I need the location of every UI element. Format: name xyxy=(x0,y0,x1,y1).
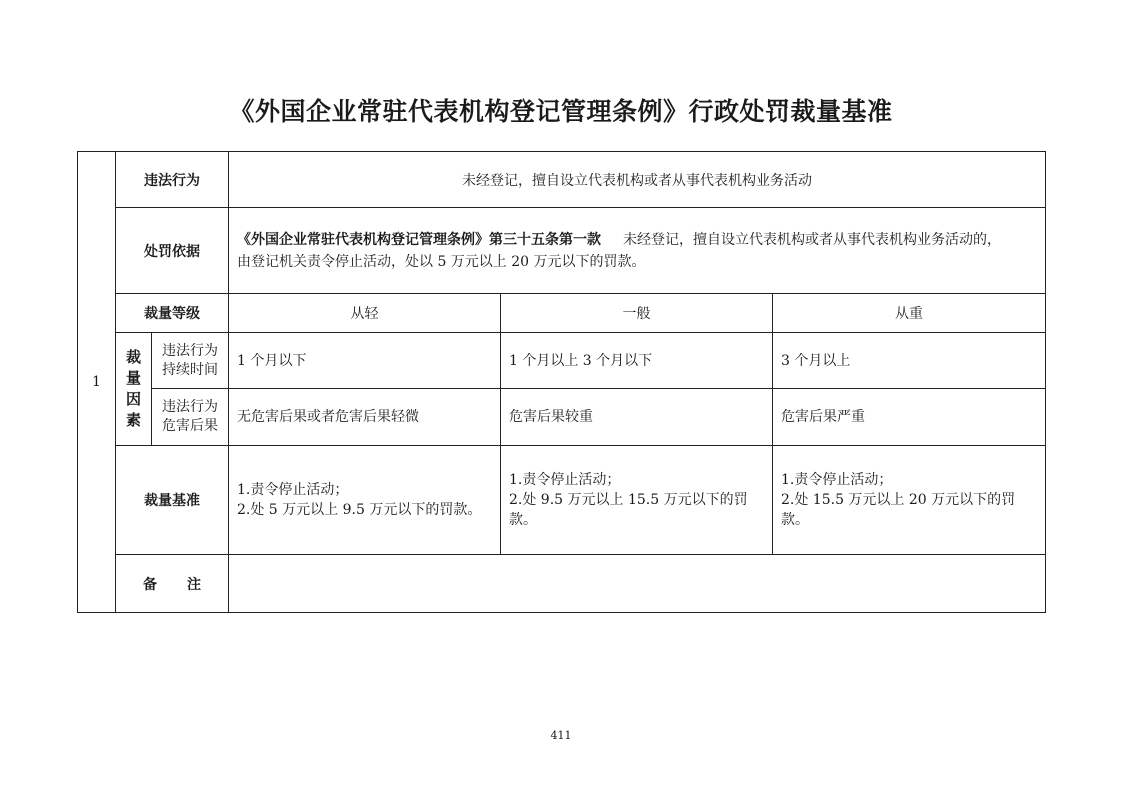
standard-row xyxy=(78,446,1046,555)
factors-label-char: 因 xyxy=(125,390,141,408)
factors-label-char: 素 xyxy=(125,411,141,429)
harm-heavy: 危害后果严重 xyxy=(773,389,1046,446)
basis-row xyxy=(78,208,1046,294)
standard-light-line1: 1.责令停止活动； xyxy=(237,482,349,498)
standard-normal-line2: 2.处 9.5 万元以上 15.5 万元以下的罚款。 xyxy=(509,492,748,528)
standard-heavy xyxy=(773,446,1046,555)
standard-light-line2: 2.处 5 万元以上 9.5 万元以下的罚款。 xyxy=(237,502,482,518)
level-light: 从轻 xyxy=(229,294,501,333)
harm-label-line1: 违法行为 xyxy=(162,399,218,415)
standard-normal xyxy=(501,446,773,555)
remarks-value xyxy=(229,555,1046,613)
remarks-label xyxy=(116,555,229,613)
harm-row xyxy=(78,389,1046,446)
basis-text-line2: 由登记机关责令停止活动，处以 5 万元以上 20 万元以下的罚款。 xyxy=(237,253,646,270)
duration-light: 1 个月以下 xyxy=(229,333,501,389)
duration-label-line1: 违法行为 xyxy=(162,342,218,359)
harm-light: 无危害后果或者危害后果轻微 xyxy=(229,389,501,446)
harm-label-line2: 危害后果 xyxy=(162,418,218,434)
remarks-label-char: 注 xyxy=(187,576,201,593)
harm-label xyxy=(152,389,229,446)
remarks-row xyxy=(78,555,1046,613)
violation-label: 违法行为 xyxy=(116,152,229,208)
factors-label-char: 量 xyxy=(125,369,141,387)
standard-light xyxy=(229,446,501,555)
document-title: 《外国企业常驻代表机构登记管理条例》行政处罚裁量基准 xyxy=(229,97,893,126)
factors-label xyxy=(116,333,152,446)
penalty-discretion-table xyxy=(77,151,1046,613)
standard-label: 裁量基准 xyxy=(116,446,229,555)
violation-value: 未经登记，擅自设立代表机构或者从事代表机构业务活动 xyxy=(229,152,1046,208)
levels-label: 裁量等级 xyxy=(116,294,229,333)
duration-label xyxy=(152,333,229,389)
duration-label-line2: 持续时间 xyxy=(162,361,218,378)
duration-heavy: 3 个月以上 xyxy=(773,333,1046,389)
violation-row xyxy=(78,152,1046,208)
basis-reference: 《外国企业常驻代表机构登记管理条例》第三十五条第一款 xyxy=(237,231,601,248)
basis-text-line1: 未经登记，擅自设立代表机构或者从事代表机构业务活动的， xyxy=(623,231,1001,248)
standard-normal-line1: 1.责令停止活动； xyxy=(509,472,621,488)
standard-heavy-line1: 1.责令停止活动； xyxy=(781,472,893,488)
row-number: 1 xyxy=(78,152,116,613)
level-normal: 一般 xyxy=(501,294,773,333)
level-heavy: 从重 xyxy=(773,294,1046,333)
harm-normal: 危害后果较重 xyxy=(501,389,773,446)
duration-normal: 1 个月以上 3 个月以下 xyxy=(501,333,773,389)
basis-label: 处罚依据 xyxy=(116,208,229,294)
remarks-label-char: 备 xyxy=(143,576,157,593)
levels-row xyxy=(78,294,1046,333)
duration-row xyxy=(78,333,1046,389)
page-number: 411 xyxy=(550,729,572,742)
standard-heavy-line2: 2.处 15.5 万元以上 20 万元以下的罚款。 xyxy=(781,492,1016,528)
basis-value xyxy=(229,208,1046,294)
factors-label-char: 裁 xyxy=(125,348,141,366)
